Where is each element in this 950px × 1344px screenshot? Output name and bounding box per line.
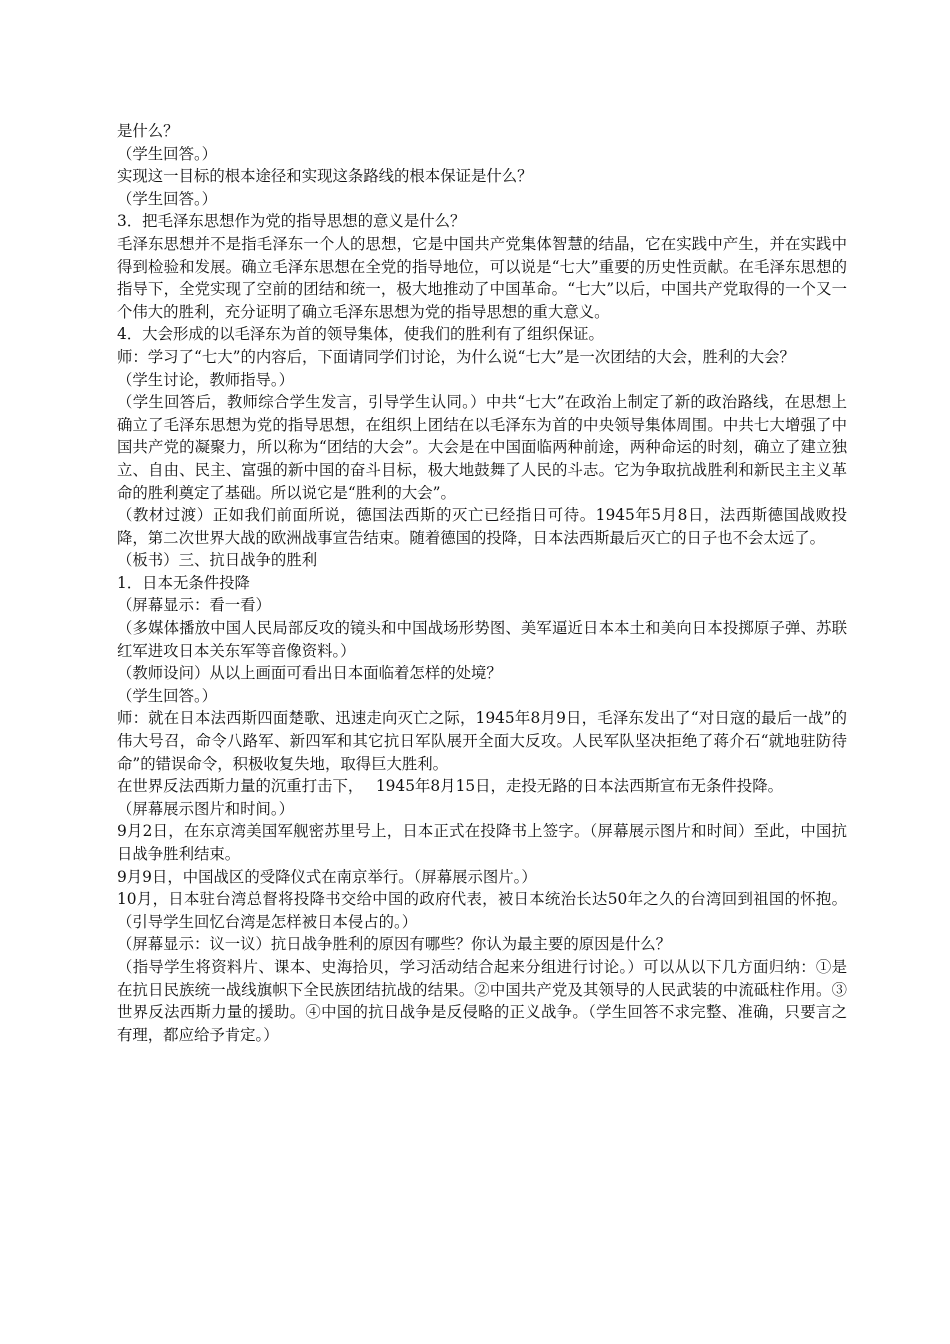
document-body: [117, 120, 847, 1046]
section-heading: 4．大会形成的以毛泽东为首的领导集体，使我们的胜利有了组织保证。: [117, 325, 604, 344]
paragraph: （学生回答。）: [117, 686, 218, 705]
paragraph: （屏幕展示图片和时间。）: [117, 799, 294, 818]
paragraph: 9月9日，中国战区的受降仪式在南京举行。（屏幕展示图片。）: [117, 867, 537, 886]
paragraph: （学生回答后，教师综合学生发言，引导学生认同。）中共“七大”在政治上制定了新的政治路线，在思想上确立了毛泽东思想为党的指导思想，在组织上团结在以毛泽东为首的中央领导集体周围。中共七大增强了中国共产党的凝聚力，所以称为“团结的大会”。大会是在中国面临两种前途，两种命运的时刻，确立了建立独立、自由、民主、富强的新中国的奋斗目标，极大地鼓舞了人民的斗志。它为争取抗战胜利和新民主主义革命的胜利奠定了基础。所以说它是“胜利的大会”。: [117, 393, 847, 502]
paragraph: （教材过渡）正如我们前面所说，德国法西斯的灭亡已经指日可待。1945年5月8日，法西斯德国战败投降，第二次世界大战的欧洲战事宣告结束。随着德国的投降，日本法西斯最后灭亡的日子也不会太远了。: [117, 506, 847, 547]
paragraph: 在世界反法西斯力量的沉重打击下， 1945年8月15日，走投无路的日本法西斯宣布无条件投降。: [117, 777, 783, 796]
section-heading: 1．日本无条件投降: [117, 573, 250, 592]
paragraph: 是什么？: [117, 122, 179, 140]
paragraph: 实现这一目标的根本途径和实现这条路线的根本保证是什么？: [117, 167, 533, 186]
paragraph: （屏幕显示：看一看）: [117, 596, 271, 615]
paragraph: （学生回答。）: [117, 189, 218, 208]
board-heading: （板书）三、抗日战争的胜利: [117, 551, 318, 570]
paragraph: （指导学生将资料片、课本、史海拾贝，学习活动结合起来分组进行讨论。）可以从以下几方面归纳：①是在抗日民族统一战线旗帜下全民族团结抗战的结果。②中国共产党及其领导的人民武装的中流砥柱作用。③世界反法西斯力量的援助。④中国的抗日战争是反侵略的正义战争。（学生回答不求完整、准确，只要言之有理，都应给予肯定。）: [117, 957, 847, 1044]
paragraph: （学生讨论，教师指导。）: [117, 370, 294, 389]
paragraph: 师：就在日本法西斯四面楚歌、迅速走向灭亡之际，1945年8月9日，毛泽东发出了“对日寇的最后一战”的伟大号召，命令八路军、新四军和其它抗日军队展开全面大反攻。人民军队坚决拒绝了蒋介石“就地驻防待命”的错误命令，积极收复失地，取得巨大胜利。: [117, 709, 847, 773]
section-heading: 3．把毛泽东思想作为党的指导思想的意义是什么？: [117, 212, 466, 231]
paragraph: （学生回答。）: [117, 144, 218, 163]
paragraph: （教师设问）从以上画面可看出日本面临着怎样的处境？: [117, 664, 502, 683]
paragraph: 9月2日，在东京湾美国军舰密苏里号上，日本正式在投降书上签字。（屏幕展示图片和时间）至此，中国抗日战争胜利结束。: [117, 822, 847, 863]
paragraph: （多媒体播放中国人民局部反攻的镜头和中国战场形势图、美军逼近日本本土和美向日本投掷原子弹、苏联红军进攻日本关东军等音像资料。）: [117, 619, 847, 660]
paragraph: 师：学习了“七大”的内容后，下面请同学们讨论，为什么说“七大”是一次团结的大会，胜利的大会？: [117, 347, 795, 366]
paragraph: 10月，日本驻台湾总督将投降书交给中国的政府代表，被日本统治长达50年之久的台湾回到祖国的怀抱。（引导学生回忆台湾是怎样被日本侵占的。）: [117, 890, 847, 931]
paragraph: 毛泽东思想并不是指毛泽东一个人的思想，它是中国共产党集体智慧的结晶，它在实践中产生，并在实践中得到检验和发展。确立毛泽东思想在全党的指导地位，可以说是“七大”重要的历史性贡献。在毛泽东思想的指导下，全党实现了空前的团结和统一，极大地推动了中国革命。“七大”以后，中国共产党取得的一个又一个伟大的胜利，充分证明了确立毛泽东思想为党的指导思想的重大意义。: [117, 234, 847, 321]
paragraph: （屏幕显示：议一议）抗日战争胜利的原因有哪些？你认为最主要的原因是什么？: [117, 935, 672, 954]
